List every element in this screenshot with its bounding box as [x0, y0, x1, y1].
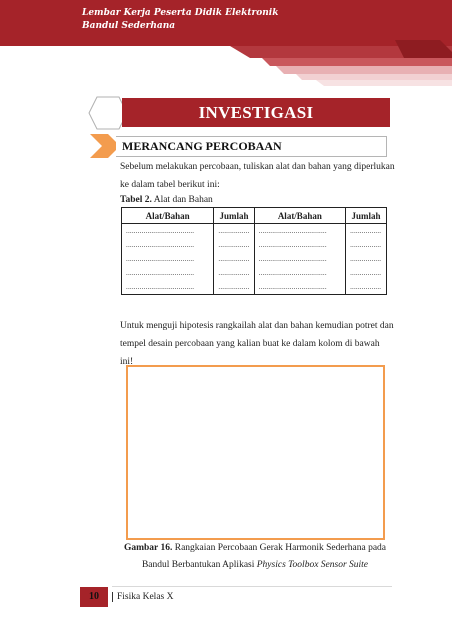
table-header-row	[122, 208, 387, 224]
table-cell[interactable]: ................	[214, 224, 254, 239]
footer-separator	[112, 592, 113, 602]
instruction-line3: ini!	[120, 357, 134, 367]
table-cell[interactable]: ................	[214, 238, 254, 252]
table-cell[interactable]: ................	[346, 238, 387, 252]
header-cell: Jumlah	[346, 208, 387, 224]
table-cell[interactable]: ...................................	[254, 266, 345, 280]
header-cell: Alat/Bahan	[254, 208, 345, 224]
table-cell[interactable]: ...................................	[122, 252, 214, 266]
table-row	[122, 238, 387, 252]
figure-text-2: Bandul Berbantukan Aplikasi	[141, 560, 257, 570]
table-row	[122, 280, 387, 295]
header-line2: Bandul Sederhana	[82, 21, 176, 31]
table-cell[interactable]: ...................................	[122, 224, 214, 239]
intro-line2: ke dalam tabel berikut ini:	[120, 180, 220, 190]
figure-text-italic: Physics Toolbox Sensor Suite	[256, 560, 369, 570]
section-subtitle: MERANCANG PERCOBAAN	[122, 139, 282, 153]
footer-divider	[112, 586, 392, 587]
table-cell[interactable]: ...................................	[254, 252, 345, 266]
table-cell[interactable]: ................	[346, 266, 387, 280]
table-cell[interactable]: ...................................	[122, 266, 214, 280]
table-cell[interactable]: ...................................	[254, 280, 345, 295]
page-number-box	[80, 587, 108, 607]
materials-table	[121, 207, 387, 295]
table-cell[interactable]: ...................................	[254, 238, 345, 252]
table-cell[interactable]: ................	[346, 224, 387, 239]
table-cell[interactable]: ................	[346, 280, 387, 295]
table-cell[interactable]: ................	[346, 252, 387, 266]
table-cell[interactable]: ................	[214, 266, 254, 280]
instruction-line2: tempel desain percobaan yang kalian buat ke dalam kolom di bawah	[120, 339, 380, 349]
section-title: INVESTIGASI	[198, 103, 314, 122]
table-caption-label: Tabel 2.	[120, 195, 152, 205]
table-row	[122, 252, 387, 266]
header-title	[82, 7, 278, 33]
table-cell[interactable]: ................	[214, 280, 254, 295]
design-photo-area[interactable]	[126, 365, 385, 540]
table-cell[interactable]: ................	[214, 252, 254, 266]
header-line1: Lembar Kerja Peserta Didik Elektronik	[82, 8, 279, 18]
instruction-line1: Untuk menguji hipotesis rangkailah alat dan bahan kemudian potret dan	[120, 321, 394, 331]
table-caption-text: Alat dan Bahan	[151, 195, 213, 205]
header-cell: Jumlah	[214, 208, 254, 224]
table-cell[interactable]: ...................................	[122, 238, 214, 252]
figure-text-1: Rangkaian Percobaan Gerak Harmonik Sederhana pada	[172, 543, 387, 553]
table-cell[interactable]: ...................................	[254, 224, 345, 239]
table-row	[122, 266, 387, 280]
figure-label: Gambar 16.	[123, 543, 173, 553]
page-header	[0, 0, 452, 86]
table-caption	[120, 194, 213, 206]
figure-caption-line1	[120, 542, 390, 554]
header-cell: Alat/Bahan	[122, 208, 214, 224]
table-cell[interactable]: ...................................	[122, 280, 214, 295]
page-number: 10	[89, 591, 99, 602]
footer-book-title: Fisika Kelas X	[117, 592, 174, 602]
investigasi-banner	[88, 96, 390, 130]
intro-line1: Sebelum melakukan percobaan, tuliskan alat dan bahan yang diperlukan	[120, 162, 395, 172]
table-row	[122, 224, 387, 239]
figure-caption-line2	[120, 559, 390, 571]
